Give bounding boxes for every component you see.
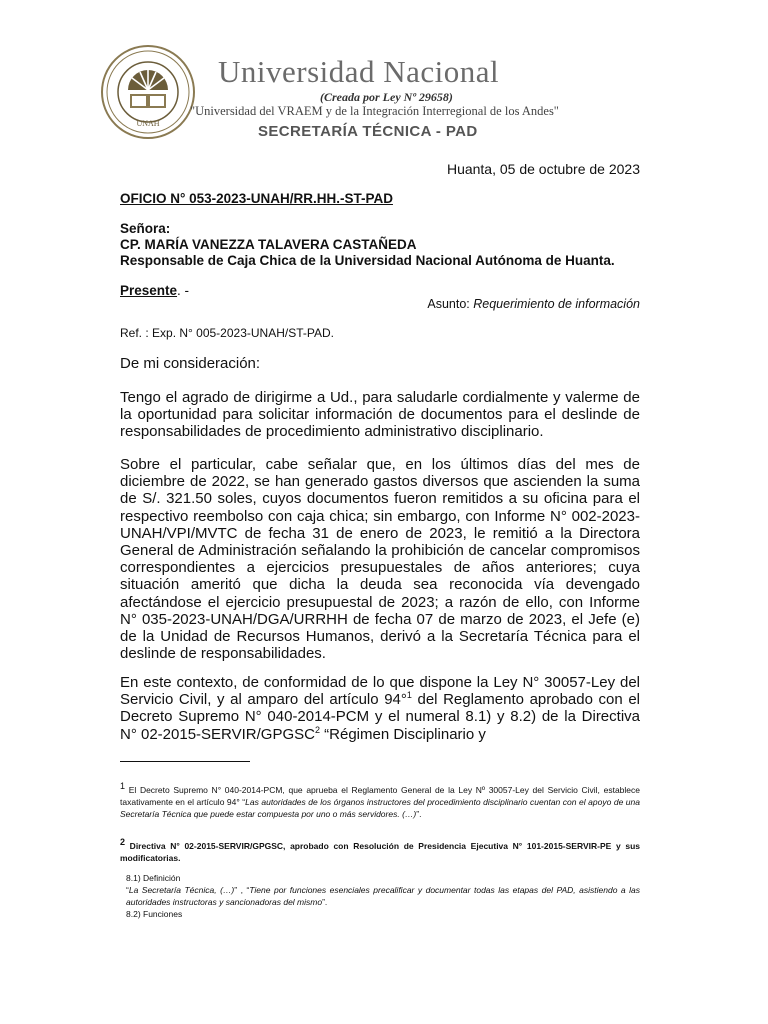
- footnote-1-quote: Las autoridades de los órganos instructores del procedimiento disciplinario cuentan con el apoyo de una Secretaría Técnica que puede estar compuesta por uno o más servidores. (…): [120, 797, 640, 819]
- footnote-ref-1[interactable]: 1: [406, 690, 412, 701]
- footnote-ref-2[interactable]: 2: [314, 724, 320, 735]
- university-seal-logo: [100, 44, 196, 140]
- university-tagline: "Universidad del VRAEM y de la Integración Interregional de los Andes": [190, 104, 559, 118]
- footnote-1-end: ”.: [416, 809, 422, 819]
- footnote-2-quote-a: La Secretaría Técnica, (…): [128, 885, 235, 895]
- paragraph-intro: Tengo el agrado de dirigirme a Ud., para saludarle cordialmente y valerme de la oportunidad para solicitar información de documentos para el deslinde de responsabilidades de procedimiento administrativo disciplinario.: [120, 389, 640, 441]
- creation-law: (Creada por Ley Nº 29658): [320, 90, 453, 104]
- footnote-2: [120, 837, 641, 920]
- addressee-name: CP. MARÍA VANEZZA TALAVERA CASTAÑEDA: [120, 237, 417, 252]
- oficio-number: OFICIO N° 053-2023-UNAH/RR.HH.-ST-PAD: [120, 191, 393, 206]
- addressee-block: [120, 221, 615, 269]
- paragraph-legal-part-a: En este contexto, de conformidad de lo que dispone la Ley N° 30057-Ley del Servicio Civil, y al amparo del artículo 94°: [120, 674, 640, 709]
- footnote-2-section-82: 8.2) Funciones: [126, 909, 183, 919]
- reference-line: Ref. : Exp. N° 005-2023-UNAH/ST-PAD.: [120, 326, 334, 340]
- footnote-1-number: 1: [120, 781, 126, 792]
- footnote-1: [120, 781, 640, 820]
- asunto-value: Requerimiento de información: [473, 297, 640, 311]
- footnote-2-lead: [120, 837, 640, 864]
- footnote-divider: [120, 761, 250, 762]
- footnote-2-quote: “La Secretaría Técnica, (…)” , “Tiene por funciones esenciales precalificar y documentar todas las etapas del PAD, asistiendo a las autoridades instructoras y sancionadoras del mismo”.: [126, 885, 641, 907]
- footnote-2-quote-b: Tiene por funciones esenciales precalificar y documentar todas las etapas del PAD, asistiendo a las autoridades instructoras y sancionadoras del mismo: [126, 885, 641, 907]
- asunto-line: [427, 297, 640, 311]
- footnote-1-text: El Decreto Supremo N° 040-2014-PCM, que aprueba el Reglamento General de la Ley Nº 30057-Ley del Servicio Civil, establece taxativamente en el artículo 94° “: [120, 785, 640, 807]
- salutation: Señora:: [120, 221, 171, 236]
- addressee-role: Responsable de Caja Chica de la Universidad Nacional Autónoma de Huanta.: [120, 253, 615, 268]
- paragraph-legal: [120, 674, 640, 743]
- footnote-2-text: Directiva N° 02-2015-SERVIR/GPGSC, aprobado con Resolución de Presidencia Ejecutiva N° 101-2015-SERVIR-PE y sus modificatorias.: [120, 841, 640, 863]
- footnote-2-number: 2: [120, 837, 126, 848]
- asunto-label: Asunto:: [427, 297, 470, 311]
- seal-label: UNAH: [136, 119, 160, 128]
- paragraph-facts: Sobre el particular, cabe señalar que, en los últimos días del mes de diciembre de 2022, se han generado gastos diversos que ascienden la suma de S/. 321.50 soles, cuyos documentos fueron remitidos a su oficina para el respectivo reembolso con caja chica; sin embargo, con Informe N° 002-2023-UNAH/VPI/MVTC de fecha 31 de enero de 2023, le remitió a la Directora General de Administración señalando la prohibición de cancelar compromisos correspondientes a ejercicios presupuestales de años anteriores; cuya situación ameritó que dicha la deuda sea reconocida vía devengado afectándose el ejercicio presupuestal de 2023; a razón de ello, con Informe N° 035-2023-UNAH/DGA/URRHH de fecha 07 de marzo de 2023, el Jefe (e) de la Unidad de Recursos Humanos, derivó a la Secretaría Técnica para el deslinde de responsabilidades.: [120, 456, 640, 663]
- secretaria-heading: SECRETARÍA TÉCNICA - PAD: [258, 123, 478, 140]
- footnote-2-section-81: 8.1) Definición: [126, 873, 181, 883]
- paragraph-legal-part-b: del Reglamento aprobado con el Decreto Supremo N° 040-2014-PCM y el numeral 8.1) y 8.2) de la Directiva N° 02-2015-SERVIR/GPGSC: [120, 691, 640, 743]
- university-title: Universidad Nacional: [218, 54, 500, 89]
- letter-date: Huanta, 05 de octubre de 2023: [446, 161, 640, 177]
- presente-label: Presente: [120, 283, 178, 298]
- presente-suffix: . -: [177, 283, 190, 298]
- paragraph-legal-part-c: “Régimen Disciplinario y: [319, 725, 486, 743]
- presente-line: [120, 283, 189, 298]
- greeting: De mi consideración:: [120, 355, 261, 372]
